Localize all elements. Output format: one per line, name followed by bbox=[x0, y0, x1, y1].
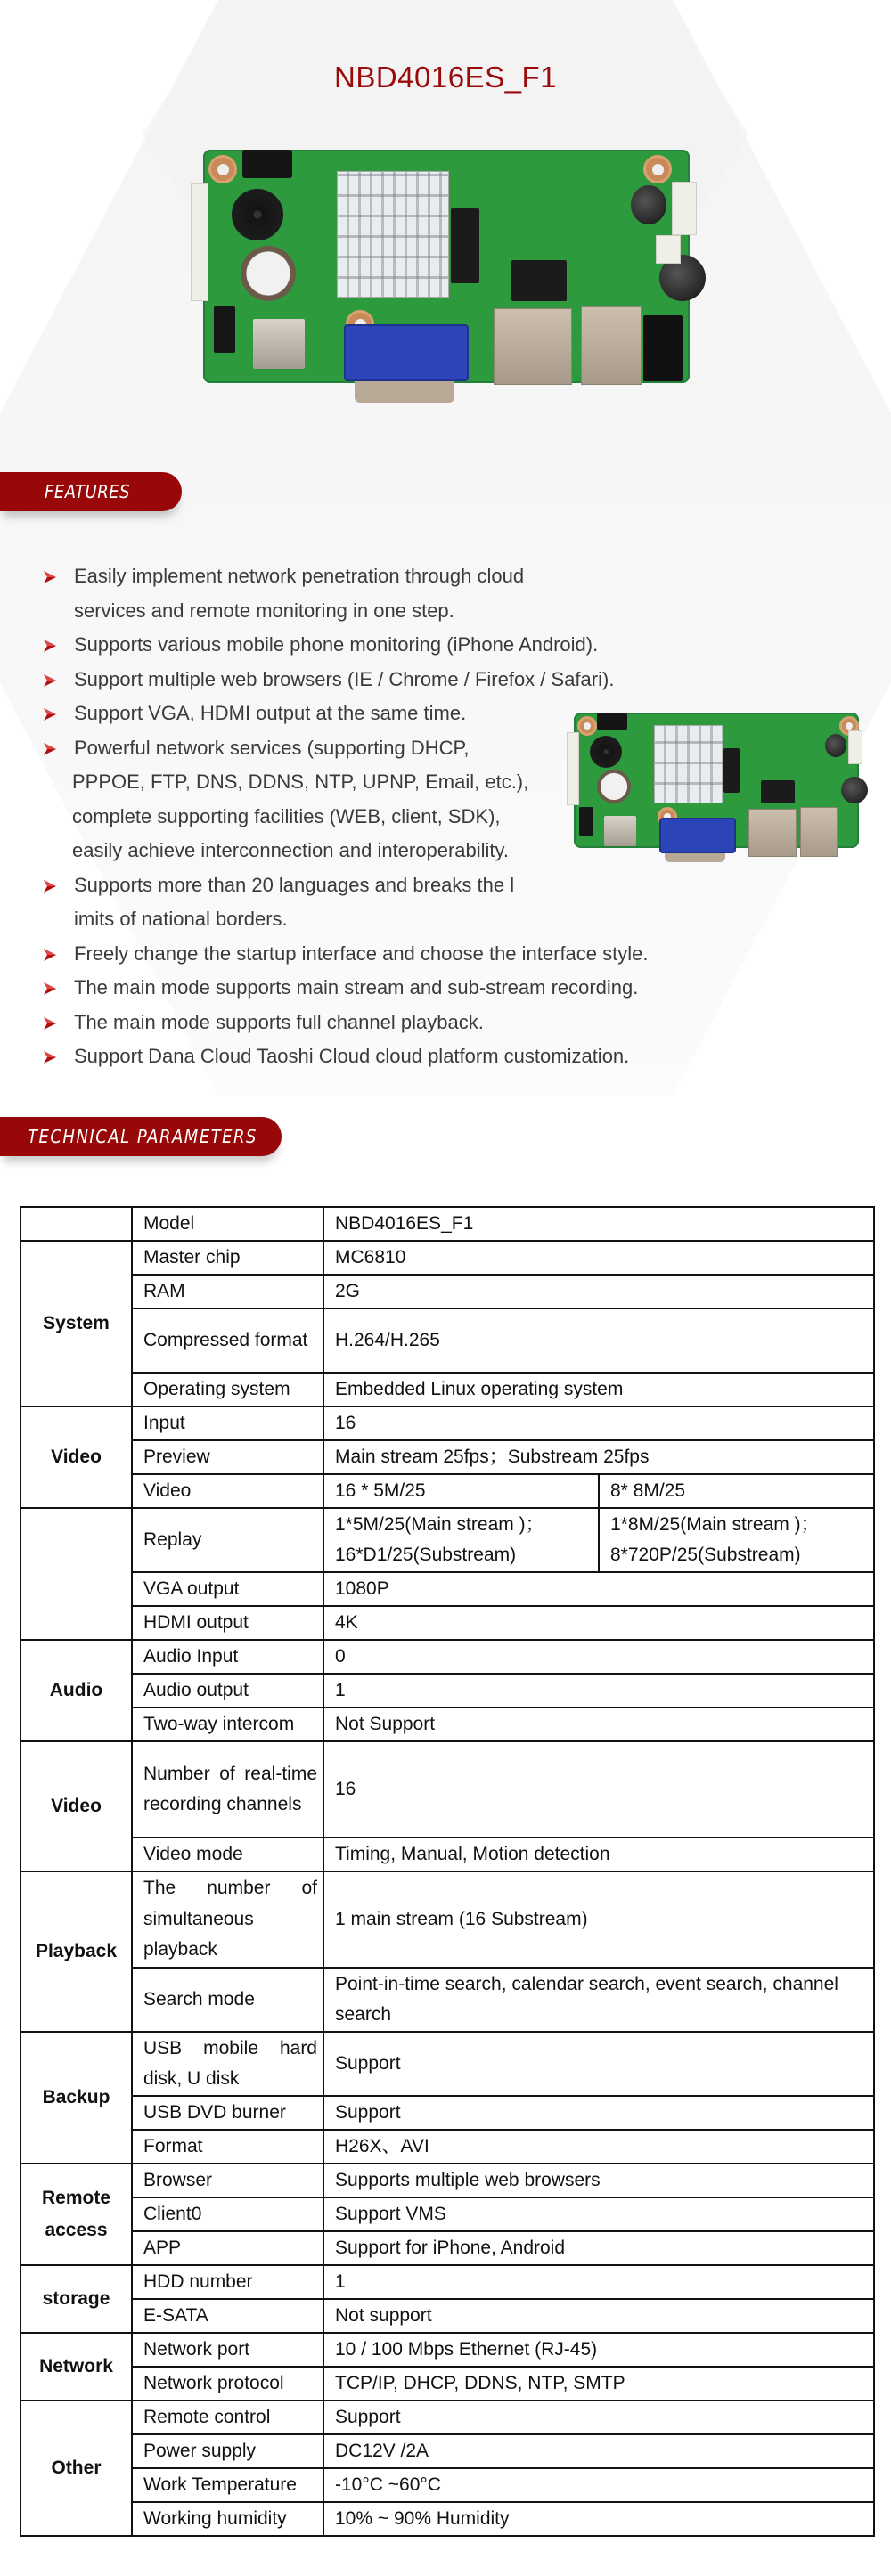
feature-text-continued: services and remote monitoring in one step. bbox=[74, 599, 454, 622]
table-row bbox=[20, 2130, 874, 2164]
red-triangle-arrow-icon bbox=[43, 1050, 57, 1064]
parameter-label: E-SATA bbox=[132, 2299, 323, 2333]
table-row bbox=[20, 2231, 874, 2265]
table-row bbox=[20, 1275, 874, 1308]
table-row bbox=[20, 1606, 874, 1640]
red-triangle-arrow-icon bbox=[43, 1016, 57, 1031]
feature-text-continued: complete supporting facilities (WEB, client, SDK), bbox=[72, 804, 501, 827]
parameter-value: Embedded Linux operating system bbox=[323, 1373, 874, 1406]
table-row bbox=[20, 2468, 874, 2502]
table-row bbox=[20, 1674, 874, 1708]
parameter-value: 1 bbox=[323, 1674, 874, 1708]
feature-item bbox=[43, 937, 756, 972]
parameter-value: Supports multiple web browsers bbox=[323, 2164, 874, 2197]
parameter-label: Network port bbox=[132, 2333, 323, 2367]
parameter-value: Not Support bbox=[323, 1708, 874, 1741]
parameter-value: 1 main stream (16 Substream) bbox=[323, 1871, 874, 1968]
group-cell: Video bbox=[20, 1741, 132, 1871]
parameter-label: Model bbox=[132, 1207, 323, 1241]
technical-section-title: TECHNICAL PARAMETERS bbox=[28, 1126, 257, 1147]
parameter-value: H.264/H.265 bbox=[323, 1308, 874, 1373]
parameter-value: Not support bbox=[323, 2299, 874, 2333]
features-section-ribbon bbox=[0, 472, 182, 511]
group-cell bbox=[20, 1207, 132, 1241]
table-row bbox=[20, 1572, 874, 1606]
parameter-value: 10% ~ 90% Humidity bbox=[323, 2502, 874, 2536]
parameter-value: Support for iPhone, Android bbox=[323, 2231, 874, 2265]
table-row bbox=[20, 2367, 874, 2401]
group-cell: Remote access bbox=[20, 2164, 132, 2265]
table-row bbox=[20, 2032, 874, 2096]
parameter-label: HDD number bbox=[132, 2265, 323, 2299]
parameter-label: Remote control bbox=[132, 2401, 323, 2434]
group-cell: storage bbox=[20, 2265, 132, 2333]
table-row bbox=[20, 1968, 874, 2032]
parameter-value: Support bbox=[323, 2032, 874, 2096]
group-cell: Playback bbox=[20, 1871, 132, 2032]
parameter-label: Power supply bbox=[132, 2434, 323, 2468]
parameter-label: Input bbox=[132, 1406, 323, 1440]
parameter-label: Client0 bbox=[132, 2197, 323, 2231]
parameter-label: Format bbox=[132, 2130, 323, 2164]
feature-text: Support VGA, HDMI output at the same time. bbox=[74, 702, 467, 724]
parameter-value: Timing, Manual, Motion detection bbox=[323, 1838, 874, 1871]
parameter-label: Working humidity bbox=[132, 2502, 323, 2536]
feature-item bbox=[43, 663, 756, 697]
table-row bbox=[20, 2265, 874, 2299]
table-row bbox=[20, 1741, 874, 1838]
parameter-label: Search mode bbox=[132, 1968, 323, 2032]
parameter-value: Point-in-time search, calendar search, event search, channel search bbox=[323, 1968, 874, 2032]
table-row bbox=[20, 1838, 874, 1871]
feature-item bbox=[43, 1006, 756, 1040]
table-row bbox=[20, 1406, 874, 1440]
feature-text: Support multiple web browsers (IE / Chrome / Firefox / Safari). bbox=[74, 667, 615, 690]
table-row bbox=[20, 1308, 874, 1373]
parameter-value: 1 bbox=[323, 2265, 874, 2299]
group-cell: Other bbox=[20, 2401, 132, 2536]
feature-text-continued: easily achieve interconnection and interoperability. bbox=[72, 839, 509, 861]
feature-text-continued: imits of national borders. bbox=[74, 908, 288, 930]
parameter-label: Operating system bbox=[132, 1373, 323, 1406]
parameter-value: Support bbox=[323, 2401, 874, 2434]
feature-item bbox=[43, 1039, 756, 1074]
parameter-value: 4K bbox=[323, 1606, 874, 1640]
red-triangle-arrow-icon bbox=[43, 948, 57, 962]
features-section-title: FEATURES bbox=[45, 481, 131, 502]
parameter-label: USB DVD burner bbox=[132, 2096, 323, 2130]
parameter-value: 1*5M/25(Main stream )； 16*D1/25(Substream) bbox=[323, 1508, 599, 1572]
parameter-value: MC6810 bbox=[323, 1241, 874, 1275]
parameter-value: 10 / 100 Mbps Ethernet (RJ-45) bbox=[323, 2333, 874, 2367]
feature-item bbox=[43, 971, 756, 1006]
parameter-label: Audio Input bbox=[132, 1640, 323, 1674]
parameter-value: Support bbox=[323, 2096, 874, 2130]
table-row bbox=[20, 2333, 874, 2367]
group-cell: Video bbox=[20, 1406, 132, 1508]
red-triangle-arrow-icon bbox=[43, 982, 57, 996]
parameter-label: HDMI output bbox=[132, 1606, 323, 1640]
table-row bbox=[20, 1373, 874, 1406]
parameter-value: TCP/IP, DHCP, DDNS, NTP, SMTP bbox=[323, 2367, 874, 2401]
feature-item bbox=[43, 868, 756, 937]
parameter-label: Work Temperature bbox=[132, 2468, 323, 2502]
table-row bbox=[20, 1241, 874, 1275]
feature-text: Powerful network services (supporting DHCP, bbox=[74, 736, 470, 759]
red-triangle-arrow-icon bbox=[43, 570, 57, 584]
parameter-value-alt: 1*8M/25(Main stream )； 8*720P/25(Substream) bbox=[599, 1508, 874, 1572]
parameter-value: NBD4016ES_F1 bbox=[323, 1207, 874, 1241]
feature-text: Supports various mobile phone monitoring (iPhone Android). bbox=[74, 633, 599, 656]
red-triangle-arrow-icon bbox=[43, 673, 57, 688]
parameter-label: Network protocol bbox=[132, 2367, 323, 2401]
parameter-value: -10°C ~60°C bbox=[323, 2468, 874, 2502]
pcb-board-main-image bbox=[203, 150, 690, 383]
parameter-label: USB mobile hard disk, U disk bbox=[132, 2032, 323, 2096]
parameter-value-alt: 8* 8M/25 bbox=[599, 1474, 874, 1508]
table-row bbox=[20, 1207, 874, 1241]
parameter-label: Master chip bbox=[132, 1241, 323, 1275]
parameter-value: 0 bbox=[323, 1640, 874, 1674]
red-triangle-arrow-icon bbox=[43, 707, 57, 721]
group-cell: Audio bbox=[20, 1640, 132, 1741]
page-title: NBD4016ES_F1 bbox=[334, 61, 557, 94]
parameter-label: Video bbox=[132, 1474, 323, 1508]
parameter-value: 2G bbox=[323, 1275, 874, 1308]
feature-text: Supports more than 20 languages and breaks the l bbox=[74, 873, 515, 896]
parameter-label: Preview bbox=[132, 1440, 323, 1474]
parameter-value: Support VMS bbox=[323, 2197, 874, 2231]
table-row bbox=[20, 2096, 874, 2130]
table-row bbox=[20, 1508, 874, 1572]
pcb-board-secondary-image bbox=[574, 713, 859, 848]
table-row bbox=[20, 2299, 874, 2333]
red-triangle-arrow-icon bbox=[43, 742, 57, 756]
parameter-value: Main stream 25fps；Substream 25fps bbox=[323, 1440, 874, 1474]
feature-item bbox=[43, 628, 756, 663]
parameter-value: DC12V /2A bbox=[323, 2434, 874, 2468]
red-triangle-arrow-icon bbox=[43, 639, 57, 653]
group-cell: Backup bbox=[20, 2032, 132, 2164]
parameter-label: Video mode bbox=[132, 1838, 323, 1871]
feature-text-continued: PPPOE, FTP, DNS, DDNS, NTP, UPNP, Email, etc.), bbox=[72, 770, 529, 793]
group-cell bbox=[20, 1508, 132, 1640]
group-cell: System bbox=[20, 1241, 132, 1406]
parameter-value: H26X、AVI bbox=[323, 2130, 874, 2164]
technical-parameters-table bbox=[20, 1206, 875, 2537]
table-row bbox=[20, 1708, 874, 1741]
parameter-label: APP bbox=[132, 2231, 323, 2265]
feature-text: Easily implement network penetration through cloud bbox=[74, 565, 525, 587]
feature-text: Freely change the startup interface and choose the interface style. bbox=[74, 942, 649, 965]
feature-text: The main mode supports full channel playback. bbox=[74, 1010, 484, 1033]
technical-section-ribbon bbox=[0, 1117, 282, 1156]
feature-text: The main mode supports main stream and sub-stream recording. bbox=[74, 976, 639, 999]
table-row bbox=[20, 2197, 874, 2231]
parameter-label: Number of real-time recording channels bbox=[132, 1741, 323, 1838]
parameter-label: Compressed format bbox=[132, 1308, 323, 1373]
parameter-value: 1080P bbox=[323, 1572, 874, 1606]
parameter-label: Browser bbox=[132, 2164, 323, 2197]
feature-text: Support Dana Cloud Taoshi Cloud cloud platform customization. bbox=[74, 1045, 630, 1067]
parameter-value: 16 * 5M/25 bbox=[323, 1474, 599, 1508]
parameter-label: RAM bbox=[132, 1275, 323, 1308]
feature-item bbox=[43, 559, 756, 628]
table-row bbox=[20, 1440, 874, 1474]
group-cell: Network bbox=[20, 2333, 132, 2401]
parameter-label: Replay bbox=[132, 1508, 323, 1572]
parameter-label: Audio output bbox=[132, 1674, 323, 1708]
parameter-label: Two-way intercom bbox=[132, 1708, 323, 1741]
parameter-label: VGA output bbox=[132, 1572, 323, 1606]
table-row bbox=[20, 2502, 874, 2536]
table-row bbox=[20, 1871, 874, 1968]
table-row bbox=[20, 2164, 874, 2197]
table-row bbox=[20, 1474, 874, 1508]
parameter-label: The number of simultaneous playback bbox=[132, 1871, 323, 1968]
table-row bbox=[20, 1640, 874, 1674]
parameter-value: 16 bbox=[323, 1741, 874, 1838]
table-row bbox=[20, 2401, 874, 2434]
parameter-value: 16 bbox=[323, 1406, 874, 1440]
red-triangle-arrow-icon bbox=[43, 879, 57, 893]
table-row bbox=[20, 2434, 874, 2468]
